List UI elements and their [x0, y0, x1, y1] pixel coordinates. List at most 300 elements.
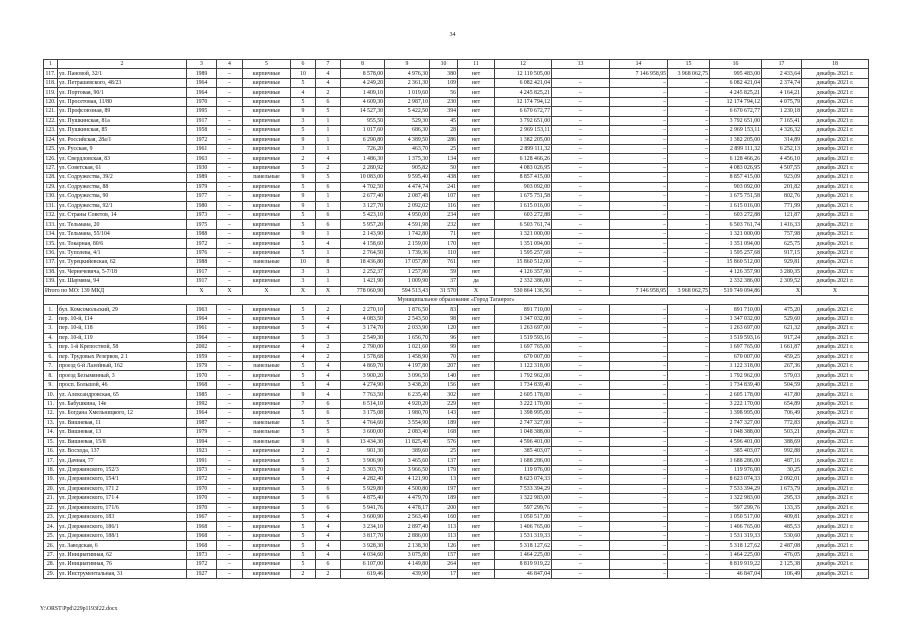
cell-col-17: 4 075,79 — [762, 97, 802, 106]
table-row — [44, 409, 869, 418]
cell-col-1: 13. — [44, 418, 58, 427]
page-number: 34 — [449, 32, 456, 38]
cell-col-5: кирпичные — [243, 531, 291, 540]
cell-col-18: декабрь 2021 г. — [802, 484, 869, 493]
cell-col-9: 4 197,80 — [385, 362, 430, 371]
cell-col-4: – — [217, 541, 243, 550]
cell-col-4: – — [217, 475, 243, 484]
cell-col-5: кирпичные — [243, 409, 291, 418]
cell-col-10: 126 — [430, 541, 458, 550]
cell-col-13: – — [552, 550, 610, 559]
cell-col-9: 2 543,50 — [385, 314, 430, 323]
cell-col-8: 6 514,10 — [341, 399, 385, 408]
cell-col-1: 134. — [45, 231, 56, 238]
cell-col-7: 4 — [316, 78, 341, 87]
cell-col-14: – — [610, 343, 668, 352]
cell-col-12: 4 245 825,21 — [495, 88, 552, 97]
cell-col-6: 5 — [291, 362, 316, 371]
cell-col-4: – — [217, 88, 243, 97]
cell-col-1: 17. — [44, 456, 58, 465]
cell-col-11: нет — [458, 390, 495, 399]
cell-col-4: – — [217, 324, 243, 333]
cell-col-1: 135. — [45, 240, 56, 247]
cell-col-1: 4. — [44, 333, 58, 342]
cell-col-5: кирпичные — [243, 239, 291, 248]
cell-col-10: 31 570 — [430, 286, 458, 295]
cell-col-12: 2 747 327,00 — [495, 418, 552, 427]
cell-col-6: 2 — [291, 446, 316, 455]
cell-col-2: ул. Александровская, 65 — [58, 390, 187, 399]
cell-col-15: – — [668, 531, 710, 540]
cell-col-2: ул. Туполева, 4/1 — [58, 248, 187, 257]
footer-path: Y:\ORST\Ppd\229p1193f22.docx — [40, 606, 118, 612]
cell-col-5: кирпичные — [243, 192, 291, 201]
cell-col-1: 22. — [44, 503, 58, 512]
cell-col-13: – — [552, 97, 610, 106]
cell-col-16: 597 299,76 — [710, 503, 762, 512]
cell-col-12: 3 792 651,00 — [495, 116, 552, 125]
cell-col-1: 123. — [45, 127, 56, 134]
cell-col-10: 143 — [430, 409, 458, 418]
cell-col-15: – — [668, 437, 710, 446]
cell-col-10: 107 — [430, 192, 458, 201]
cell-col-13: – — [552, 343, 610, 352]
cell-col-8: 3 174,70 — [341, 324, 385, 333]
cell-col-18: декабрь 2021 г. — [802, 390, 869, 399]
cell-col-18: декабрь 2021 г. — [802, 475, 869, 484]
cell-col-18: декабрь 2021 г. — [802, 560, 869, 569]
cell-col-15: – — [668, 201, 710, 210]
cell-col-15: – — [668, 475, 710, 484]
cell-col-17: 409,81 — [762, 513, 802, 522]
cell-col-9: 3 096,50 — [385, 371, 430, 380]
cell-col-8: 5 941,76 — [341, 503, 385, 512]
cell-col-16: 6 128 466,26 — [710, 154, 762, 163]
cell-col-13: – — [552, 192, 610, 201]
cell-col-14: – — [610, 484, 668, 493]
cell-col-3: 1989 — [187, 69, 217, 78]
cell-col-13: – — [552, 465, 610, 474]
cell-col-9: 2 897,40 — [385, 522, 430, 531]
cell-col-4: – — [217, 144, 243, 153]
cell-col-11: нет — [458, 560, 495, 569]
cell-col-16: 4 596 401,00 — [710, 437, 762, 446]
cell-col-3: 1973 — [187, 550, 217, 559]
cell-col-10: 13 — [430, 475, 458, 484]
cell-col-8: 1 017,60 — [341, 126, 385, 135]
cell-col-14: – — [610, 116, 668, 125]
cell-col-1: 3. — [44, 324, 58, 333]
cell-col-5: кирпичные — [243, 475, 291, 484]
cell-col-1: 12. — [44, 409, 58, 418]
cell-col-17: 4 456,10 — [762, 154, 802, 163]
cell-col-11: нет — [458, 399, 495, 408]
cell-col-11: нет — [458, 541, 495, 550]
cell-col-6: 5 — [291, 97, 316, 106]
cell-col-5: кирпичные — [243, 465, 291, 474]
cell-col-13: – — [552, 333, 610, 342]
cell-col-1: 136. — [45, 249, 56, 256]
cell-col-1: 125. — [45, 146, 56, 153]
cell-col-13: – — [552, 239, 610, 248]
cell-col-15: – — [668, 428, 710, 437]
cell-col-8: 778 060,90 — [341, 286, 385, 295]
cell-col-9: 3 075,80 — [385, 550, 430, 559]
cell-col-4: – — [217, 371, 243, 380]
table-row — [44, 484, 869, 493]
table-row — [44, 107, 869, 116]
section-row — [44, 295, 869, 304]
cell-col-16: 119 976,00 — [710, 465, 762, 474]
cell-col-3: 1987 — [187, 418, 217, 427]
cell-col-17: 654,89 — [762, 399, 802, 408]
cell-col-6: 5 — [291, 248, 316, 257]
cell-col-12: 6 082 421,04 — [495, 78, 552, 87]
cell-col-6: 6 — [291, 60, 316, 69]
cell-col-10: 189 — [430, 494, 458, 503]
cell-col-7: 4 — [316, 362, 341, 371]
cell-col-18: декабрь 2021 г. — [802, 371, 869, 380]
cell-col-14: – — [610, 333, 668, 342]
cell-col-5: панельные — [243, 173, 291, 182]
cell-col-12: 530 864 136,56 — [495, 286, 552, 295]
cell-col-13: – — [552, 211, 610, 220]
cell-col-17: 121,87 — [762, 211, 802, 220]
cell-col-3: 1977 — [187, 192, 217, 201]
cell-col-9: 1 019,60 — [385, 88, 430, 97]
cell-col-15: – — [668, 380, 710, 389]
cell-col-1: 139. — [45, 278, 56, 285]
cell-col-18: декабрь 2021 г. — [802, 182, 869, 191]
cell-col-9: 1 876,50 — [385, 305, 430, 314]
cell-col-5: кирпичные — [243, 522, 291, 531]
cell-col-13: – — [552, 399, 610, 408]
cell-col-7: 6 — [316, 437, 341, 446]
cell-col-8: 1 486,30 — [341, 154, 385, 163]
cell-col-5: кирпичные — [243, 390, 291, 399]
cell-col-11: 11 — [458, 60, 495, 69]
cell-col-6: 5 — [291, 522, 316, 531]
table-row — [44, 220, 869, 229]
cell-col-17: 476,05 — [762, 550, 802, 559]
cell-col-13: – — [552, 201, 610, 210]
cell-col-7: 1 — [316, 144, 341, 153]
cell-col-15: – — [668, 135, 710, 144]
cell-col-12: 1 398 995,00 — [495, 409, 552, 418]
cell-col-8: 3 234,10 — [341, 522, 385, 531]
cell-col-1: 126. — [45, 155, 56, 162]
cell-col-14: – — [610, 437, 668, 446]
cell-col-6: 5 — [291, 78, 316, 87]
cell-col-3: 1979 — [187, 428, 217, 437]
cell-col-7: 4 — [316, 550, 341, 559]
cell-col-5: кирпичные — [243, 116, 291, 125]
cell-col-3: 1976 — [187, 248, 217, 257]
cell-col-1: 132. — [45, 212, 56, 219]
cell-col-16: 1 734 839,40 — [710, 380, 762, 389]
cell-col-14: – — [610, 446, 668, 455]
cell-col-15: – — [668, 390, 710, 399]
cell-col-9: 3 465,60 — [385, 456, 430, 465]
cell-col-2: ул. Петрашевского, 48/23 — [58, 78, 187, 87]
cell-col-2: ул. Содружества, 88 — [58, 182, 187, 191]
cell-col-12: 12 — [495, 60, 552, 69]
cell-col-9: 2 159,00 — [385, 239, 430, 248]
cell-col-10: 25 — [430, 446, 458, 455]
table-row — [44, 352, 869, 361]
cell-col-7: 1 — [316, 126, 341, 135]
cell-col-2: ул. Чернечевича, 5-7/18 — [58, 267, 187, 276]
cell-col-15: – — [668, 144, 710, 153]
cell-col-17: 17 — [762, 60, 802, 69]
cell-col-12: 4 596 401,00 — [495, 437, 552, 446]
cell-col-3: 1968 — [187, 380, 217, 389]
cell-col-13: – — [552, 229, 610, 238]
cell-col-6: 5 — [291, 182, 316, 191]
cell-col-10: 110 — [430, 248, 458, 257]
cell-col-1: 18. — [44, 465, 58, 474]
cell-col-16: 7 533 394,29 — [710, 484, 762, 493]
cell-col-2: ул. Русская, 9 — [58, 144, 187, 153]
cell-col-8: 4 274,90 — [341, 380, 385, 389]
cell-col-7: 4 — [316, 371, 341, 380]
cell-col-16: 16 — [710, 60, 762, 69]
cell-col-5: кирпичные — [243, 343, 291, 352]
cell-col-17: 3 280,35 — [762, 267, 802, 276]
cell-col-13: – — [552, 475, 610, 484]
cell-col-14: – — [610, 314, 668, 323]
cell-col-18: декабрь 2021 г. — [802, 569, 869, 578]
cell-col-2: ул. Дзержинского, 171/6 — [58, 503, 187, 512]
cell-col-6: 4 — [291, 352, 316, 361]
cell-col-10: 99 — [430, 343, 458, 352]
cell-col-18: 18 — [802, 60, 869, 69]
cell-col-5: кирпичные — [243, 97, 291, 106]
cell-col-3: 1917 — [187, 116, 217, 125]
cell-col-2: ул. Пушкинская, 85 — [58, 126, 187, 135]
cell-col-1: 23. — [44, 513, 58, 522]
cell-col-14: – — [610, 144, 668, 153]
cell-col-12: 7 533 394,29 — [495, 484, 552, 493]
cell-col-9: 17 057,80 — [385, 258, 430, 267]
cell-col-5: панельные — [243, 258, 291, 267]
cell-col-11: нет — [458, 163, 495, 172]
cell-col-9: 2 138,30 — [385, 541, 430, 550]
cell-col-12: 2 899 111,32 — [495, 144, 552, 153]
cell-col-12: 1 048 388,00 — [495, 428, 552, 437]
cell-col-11: нет — [458, 409, 495, 418]
cell-col-3: 1970 — [187, 503, 217, 512]
cell-col-12: 903 092,00 — [495, 182, 552, 191]
cell-col-9: 9 — [385, 60, 430, 69]
cell-col-7: 2 — [316, 569, 341, 578]
cell-col-12: 15 860 512,00 — [495, 258, 552, 267]
cell-col-12: 6 503 761,74 — [495, 220, 552, 229]
cell-col-2: ул. Турецкийевская, 62 — [58, 258, 187, 267]
cell-col-16: 1 464 225,00 — [710, 550, 762, 559]
cell-col-6: 3 — [291, 144, 316, 153]
cell-col-10: 10 — [430, 60, 458, 69]
cell-col-1: 117. — [44, 69, 58, 78]
cell-col-17: 503,21 — [762, 428, 802, 437]
cell-col-8: 6 107,00 — [341, 560, 385, 569]
cell-col-11: нет — [458, 324, 495, 333]
cell-col-13: – — [552, 380, 610, 389]
cell-col-1: 129. — [45, 183, 56, 190]
cell-col-14: – — [610, 78, 668, 87]
cell-col-18: декабрь 2021 г. — [802, 135, 869, 144]
cell-col-5: кирпичные — [243, 135, 291, 144]
cell-col-3: 1961 — [187, 324, 217, 333]
cell-col-9: 4 479,70 — [385, 494, 430, 503]
cell-col-15: – — [668, 541, 710, 550]
cell-col-14: – — [610, 362, 668, 371]
cell-col-4: – — [217, 97, 243, 106]
cell-col-14: – — [610, 550, 668, 559]
cell-col-9: 439,90 — [385, 569, 430, 578]
cell-col-11: нет — [458, 144, 495, 153]
cell-col-2: проезд Безымянный, 3 — [58, 371, 187, 380]
cell-col-15: – — [668, 522, 710, 531]
cell-col-3: 1961 — [187, 144, 217, 153]
cell-col-5: панельные — [243, 428, 291, 437]
cell-col-18: декабрь 2021 г. — [802, 229, 869, 238]
table-row — [44, 456, 869, 465]
table-row — [44, 229, 869, 238]
cell-col-16: 1 519 593,16 — [710, 333, 762, 342]
cell-col-12: 1 050 517,00 — [495, 513, 552, 522]
cell-col-16: 4 126 357,90 — [710, 267, 762, 276]
cell-col-6: 10 — [291, 258, 316, 267]
cell-col-8: 3 900,20 — [341, 371, 385, 380]
cell-col-13: – — [552, 409, 610, 418]
cell-col-9: 3 966,50 — [385, 465, 430, 474]
cell-col-3: 1975 — [187, 220, 217, 229]
cell-col-8: 4 869,70 — [341, 362, 385, 371]
cell-col-18: декабрь 2021 г. — [802, 494, 869, 503]
cell-col-17: 7 165,41 — [762, 116, 802, 125]
housing-table — [43, 59, 869, 579]
cell-col-1: 24. — [44, 522, 58, 531]
cell-col-15: – — [668, 560, 710, 569]
cell-col-3: 1979 — [187, 362, 217, 371]
table-row — [44, 343, 869, 352]
cell-col-16: 1 048 388,00 — [710, 428, 762, 437]
cell-col-17: 772,83 — [762, 418, 802, 427]
cell-col-7: 5 — [316, 428, 341, 437]
cell-col-2: ул. Профсоюзная, 89 — [58, 107, 187, 116]
cell-col-11: нет — [458, 305, 495, 314]
cell-col-11: нет — [458, 380, 495, 389]
cell-col-6: 5 — [291, 380, 316, 389]
cell-col-9: 1 656,70 — [385, 333, 430, 342]
cell-col-2: ул. Бабушкина, 14е — [58, 399, 187, 408]
cell-col-13: – — [552, 522, 610, 531]
table-row — [44, 541, 869, 550]
cell-col-9: 4 149,80 — [385, 560, 430, 569]
cell-col-16: 4 245 825,21 — [710, 88, 762, 97]
cell-col-12: 5 318 127,62 — [495, 541, 552, 550]
cell-col-17: 917,15 — [762, 248, 802, 257]
cell-col-12: 1 792 962,00 — [495, 371, 552, 380]
cell-col-17: 2 125,38 — [762, 560, 802, 569]
cell-col-9: 1 739,36 — [385, 248, 430, 257]
cell-col-1: 21. — [44, 494, 58, 503]
cell-col-1: 128. — [45, 174, 56, 181]
cell-col-7: 2 — [316, 446, 341, 455]
cell-col-18: декабрь 2021 г. — [802, 116, 869, 125]
cell-col-17: 1 416,33 — [762, 220, 802, 229]
cell-col-1: 9. — [44, 380, 58, 389]
table-row — [44, 116, 869, 125]
cell-col-14: – — [610, 399, 668, 408]
cell-col-8: 18 436,80 — [341, 258, 385, 267]
cell-col-16: 1 697 765,00 — [710, 343, 762, 352]
cell-col-4: 4 — [217, 60, 243, 69]
cell-col-10: 189 — [430, 418, 458, 427]
cell-col-16: 1 382 205,00 — [710, 135, 762, 144]
column-number-row — [44, 60, 869, 69]
cell-col-1: 118. — [44, 78, 58, 87]
cell-col-18: декабрь 2021 г. — [802, 126, 869, 135]
cell-col-6: 2 — [291, 569, 316, 578]
cell-col-4: – — [217, 116, 243, 125]
cell-col-17: 917,24 — [762, 333, 802, 342]
cell-col-14: 7 146 958,95 — [610, 286, 668, 295]
cell-col-17: 4 164,21 — [762, 88, 802, 97]
cell-col-16: 1 122 318,00 — [710, 362, 762, 371]
cell-col-16: 1 322 983,00 — [710, 494, 762, 503]
cell-col-18: декабрь 2021 г. — [802, 531, 869, 540]
table-row — [44, 362, 869, 371]
cell-col-5: кирпичные — [243, 484, 291, 493]
cell-col-4: – — [217, 135, 243, 144]
cell-col-3: 1964 — [187, 78, 217, 87]
cell-col-9: 389,60 — [385, 446, 430, 455]
cell-col-18: декабрь 2021 г. — [802, 362, 869, 371]
cell-col-10: 286 — [430, 135, 458, 144]
cell-col-3: 1991 — [187, 456, 217, 465]
cell-col-3: 1963 — [187, 305, 217, 314]
cell-col-16: 670 007,00 — [710, 352, 762, 361]
cell-col-18: декабрь 2021 г. — [802, 192, 869, 201]
cell-col-5: кирпичные — [243, 456, 291, 465]
cell-col-9: 1 257,90 — [385, 267, 430, 276]
cell-col-12: 4 126 357,90 — [495, 267, 552, 276]
cell-col-7: 3 — [316, 333, 341, 342]
cell-col-7: 4 — [316, 541, 341, 550]
cell-col-5: кирпичные — [243, 163, 291, 172]
cell-col-11: нет — [458, 418, 495, 427]
cell-col-2: ул. Инициативная, 62 — [58, 550, 187, 559]
cell-col-17: 802,76 — [762, 192, 802, 201]
cell-col-17: 459,25 — [762, 352, 802, 361]
cell-col-7: 7 — [316, 60, 341, 69]
cell-col-7: 4 — [316, 324, 341, 333]
cell-col-7: 4 — [316, 513, 341, 522]
cell-col-5: кирпичные — [243, 333, 291, 342]
cell-col-17: 30,25 — [762, 465, 802, 474]
table-row — [44, 503, 869, 512]
cell-col-7: 5 — [316, 173, 341, 182]
cell-col-11: нет — [458, 522, 495, 531]
cell-col-17: 2 433,64 — [762, 69, 802, 78]
cell-col-10: 438 — [430, 173, 458, 182]
cell-col-6: 9 — [291, 192, 316, 201]
table-row — [44, 126, 869, 135]
table-row — [44, 144, 869, 153]
cell-col-9: 2 092,02 — [385, 201, 430, 210]
